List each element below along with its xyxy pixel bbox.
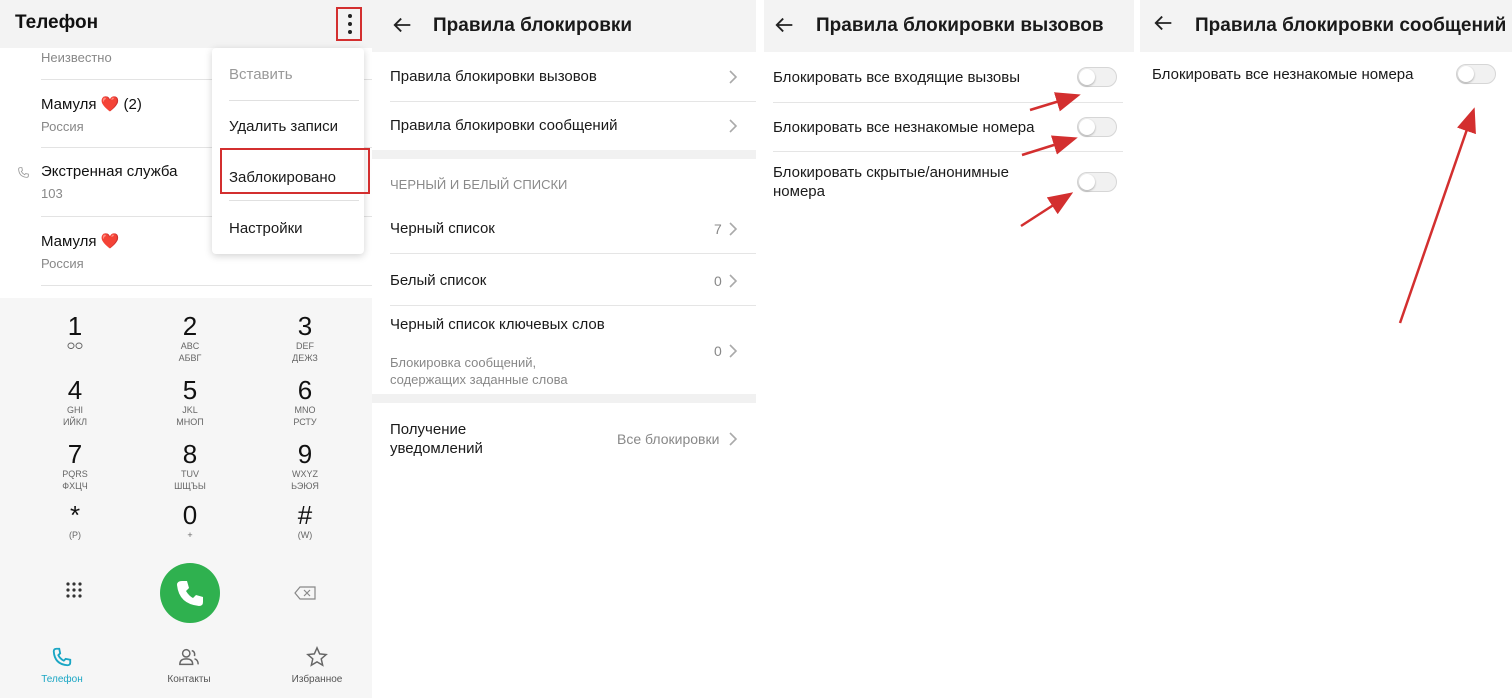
key-digit: 5 (182, 375, 198, 405)
page-title: Правила блокировки вызовов (816, 15, 1104, 36)
menu-item-paste[interactable]: Вставить (229, 66, 293, 83)
key-letters: (P) (69, 530, 81, 540)
key-letters: (W) (297, 530, 313, 540)
key-digit: 0 (182, 500, 198, 530)
recent-call-location: Неизвестно (41, 50, 112, 65)
recent-call-name: Мамуля ❤️ (2) (41, 96, 142, 113)
menu-item-settings[interactable]: Настройки (229, 220, 303, 237)
key-digit: * (69, 500, 81, 530)
nav-label: Избранное (291, 674, 343, 685)
row-label: Правила блокировки сообщений (390, 117, 618, 134)
key-letters: PQRS ФХЦЧ (62, 469, 88, 491)
row-label: Черный список (390, 220, 495, 237)
key-digit: 9 (297, 439, 313, 469)
row-label: Блокировать все незнакомые номера (1152, 66, 1414, 83)
key-digit: 8 (182, 439, 198, 469)
recent-call-location: Россия (41, 256, 84, 271)
key-letters: MNO РСТУ (293, 405, 317, 427)
key-letters: GHI ИЙКЛ (62, 405, 88, 427)
section-header: ЧЕРНЫЙ И БЕЛЫЙ СПИСКИ (390, 177, 568, 192)
nav-label: Телефон (41, 674, 83, 685)
page-title: Телефон (15, 12, 99, 33)
arrow-to-hidden-toggle (1021, 195, 1069, 226)
key-digit: 6 (297, 375, 313, 405)
key-letters: + (187, 530, 193, 540)
key-digit: 4 (67, 375, 83, 405)
row-label: Белый список (390, 272, 487, 289)
recent-call-location: Россия (41, 119, 84, 134)
key-digit: 2 (182, 311, 198, 341)
blacklist-count: 7 (714, 221, 722, 237)
menu-item-blocked[interactable]: Заблокировано (229, 169, 336, 186)
key-letters: ABC АБВГ (178, 341, 202, 363)
key-letters: DEF ДЕЖЗ (292, 341, 318, 363)
row-description: Блокировка сообщений, содержащих заданные слова (390, 355, 568, 387)
page-title: Правила блокировки сообщений (1195, 15, 1507, 36)
arrow-to-incoming-toggle (1030, 96, 1076, 110)
key-letters: JKL МНОП (176, 405, 204, 427)
page-title: Правила блокировки (433, 15, 633, 36)
key-digit: 3 (297, 311, 313, 341)
whitelist-count: 0 (714, 273, 722, 289)
row-label: Блокировать все входящие вызовы (773, 69, 1021, 86)
row-label: Получение уведомлений (390, 421, 483, 457)
keyword-count: 0 (714, 343, 722, 359)
menu-item-delete-records[interactable]: Удалить записи (229, 118, 339, 135)
key-digit: 1 (67, 311, 83, 341)
recent-call-number: 103 (41, 186, 63, 201)
nav-label: Контакты (167, 674, 211, 685)
arrow-to-message-toggle (1400, 112, 1473, 323)
key-letters: ⵔⵔ (67, 341, 83, 351)
arrow-to-unknown-toggle (1022, 139, 1073, 155)
row-label: Блокировать все незнакомые номера (773, 119, 1035, 136)
key-letters: WXYZ ЬЭЮЯ (291, 469, 319, 491)
notifications-value: Все блокировки (617, 431, 720, 447)
key-digit: # (297, 500, 313, 530)
row-label: Черный список ключевых слов (390, 316, 605, 333)
recent-call-name: Мамуля ❤️ (41, 233, 120, 250)
row-label: Блокировать скрытые/анонимные номера (773, 164, 1009, 200)
key-digit: 7 (67, 439, 83, 469)
recent-call-name: Экстренная служба (41, 163, 178, 180)
key-letters: TUV ШЩЪЫ (174, 469, 206, 491)
row-label: Правила блокировки вызовов (390, 68, 597, 85)
